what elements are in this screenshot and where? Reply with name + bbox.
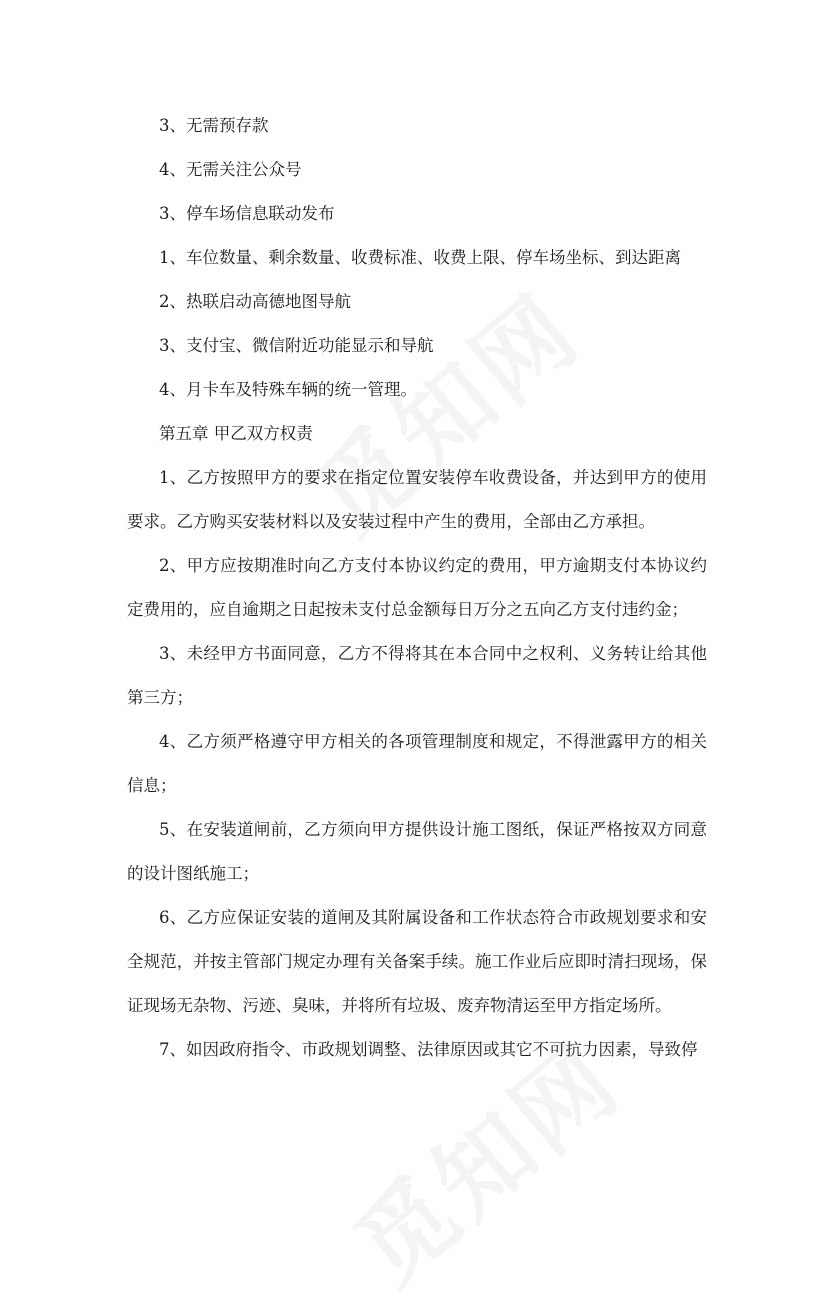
chapter-heading: 第五章 甲乙双方权责 (159, 424, 313, 443)
list-item: 4、月卡车及特殊车辆的统一管理。 (159, 380, 417, 399)
clause-paragraph: 6、乙方应保证安装的道闸及其附属设备和工作状态符合市政规划要求和安全规范，并按主管部门规定办理有关备案手续。施工作业后应即时清扫现场，保证现场无杂物、污迹、臭味，并将所有垃圾、废弃物清运至甲方指定场所。 (127, 908, 707, 1015)
document-body (127, 104, 707, 1072)
clause-paragraph: 2、甲方应按期准时向乙方支付本协议约定的费用，甲方逾期支付本协议约定费用的，应自逾期之日起按未支付总金额每日万分之五向乙方支付违约金； (127, 556, 707, 619)
clause-paragraph: 1、乙方按照甲方的要求在指定位置安装停车收费设备，并达到甲方的使用要求。乙方购买安装材料以及安装过程中产生的费用，全部由乙方承担。 (127, 468, 707, 531)
section-heading: 3、停车场信息联动发布 (159, 204, 335, 223)
clause-paragraph: 4、乙方须严格遵守甲方相关的各项管理制度和规定，不得泄露甲方的相关信息； (127, 732, 707, 795)
clause-paragraph: 7、如因政府指令、市政规划调整、法律原因或其它不可抗力因素，导致停 (159, 1040, 698, 1059)
list-item: 3、无需预存款 (159, 116, 269, 135)
list-item: 1、车位数量、剩余数量、收费标准、收费上限、停车场坐标、到达距离 (159, 248, 681, 267)
clause-paragraph: 3、未经甲方书面同意，乙方不得将其在本合同中之权利、义务转让给其他第三方； (127, 644, 707, 707)
list-item: 2、热联启动高德地图导航 (159, 292, 351, 311)
list-item: 4、无需关注公众号 (159, 160, 302, 179)
clause-paragraph: 5、在安装道闸前，乙方须向甲方提供设计施工图纸，保证严格按双方同意的设计图纸施工； (127, 820, 707, 883)
list-item: 3、支付宝、微信附近功能显示和导航 (159, 336, 434, 355)
